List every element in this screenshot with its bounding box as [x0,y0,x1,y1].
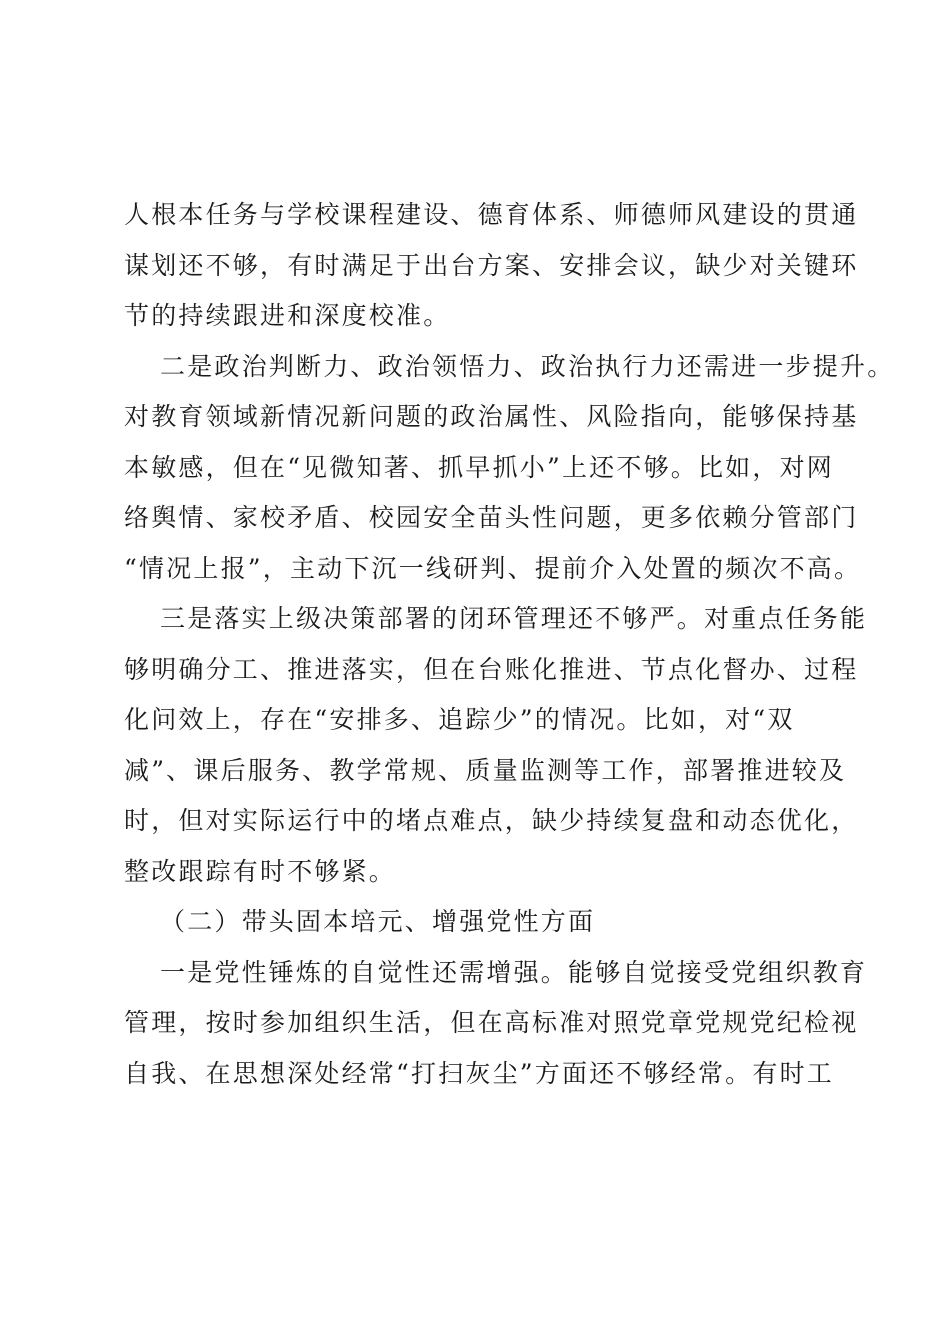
paragraph-start-line: 三是落实上级决策部署的闭环管理还不够严。对重点任务能 [160,604,868,633]
body-line: 本敏感，但在“见微知著、抓早抓小”上还不够。比如，对网 [124,452,834,482]
body-line: 够明确分工、推进落实，但在台账化推进、节点化督办、过程 [124,654,859,684]
section-heading: （二）带头固本培元、增强党性方面 [160,907,596,936]
body-line: 人根本任务与学校课程建设、德育体系、师德师风建设的贯通 [124,200,859,229]
paragraph-start-line: 一是党性锤炼的自觉性还需增强。能够自觉接受党组织教育 [160,957,868,987]
body-line: 化问效上，存在“安排多、追踪少”的情况。比如，对“双 [124,705,795,734]
body-line: 对教育领域新情况新问题的政治属性、风险指向，能够保持基 [124,402,859,431]
body-line: 节的持续跟进和深度校准。 [124,301,451,330]
body-line: 管理，按时参加组织生活，但在高标准对照党章党规党纪检视 [124,1008,859,1037]
body-line: 时，但对实际运行中的堵点难点，缺少持续复盘和动态优化， [124,806,859,835]
body-line: 整改跟踪有时不够紧。 [124,856,397,886]
document-body [124,190,895,1099]
body-line: 络舆情、家校矛盾、校园安全苗头性问题，更多依赖分管部门 [124,503,859,532]
body-line: 自我、在思想深处经常“打扫灰尘”方面还不够经常。有时工 [124,1058,834,1088]
body-line: “情况上报”，主动下沉一线研判、提前介入处置的频次不高。 [124,553,862,583]
body-line: 谋划还不够，有时满足于出台方案、安排会议，缺少对关键环 [124,250,859,280]
paragraph-start-line: 二是政治判断力、政治领悟力、政治执行力还需进一步提升。 [160,351,895,381]
body-line: 减”、课后服务、教学常规、质量监测等工作，部署推进较及 [124,755,847,785]
